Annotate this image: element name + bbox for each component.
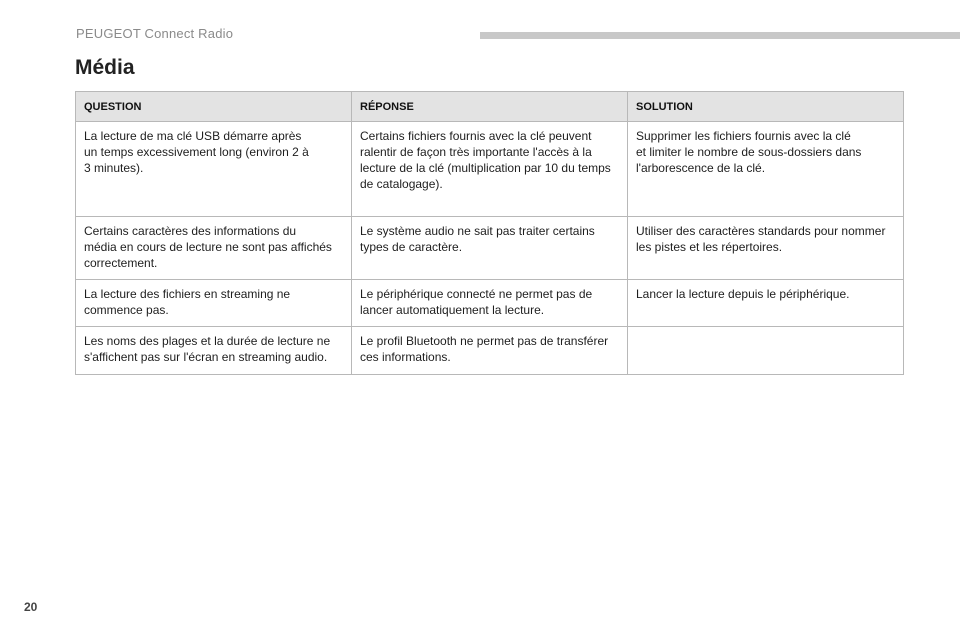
- solution-cell: [628, 327, 904, 375]
- table-row: [76, 280, 904, 327]
- question-cell: La lecture de ma clé USB démarre après un temps excessivement long (environ 2 à 3 minutes).: [76, 122, 352, 217]
- solution-cell: Supprimer les fichiers fournis avec la clé et limiter le nombre de sous-dossiers dans l'arborescence de la clé.: [628, 122, 904, 217]
- answer-cell: Le périphérique connecté ne permet pas de lancer automatiquement la lecture.: [352, 280, 628, 327]
- answer-cell: Certains fichiers fournis avec la clé peuvent ralentir de façon très importante l'accès à la lecture de la clé (multiplication par 10 du temps de catalogage).: [352, 122, 628, 217]
- question-cell: Certains caractères des informations du média en cours de lecture ne sont pas affichés correctement.: [76, 217, 352, 280]
- column-header-answer: RÉPONSE: [352, 92, 628, 122]
- column-header-question: QUESTION: [76, 92, 352, 122]
- table-row: [76, 327, 904, 375]
- solution-cell: Utiliser des caractères standards pour nommer les pistes et les répertoires.: [628, 217, 904, 280]
- solution-cell: Lancer la lecture depuis le périphérique.: [628, 280, 904, 327]
- section-title: Média: [75, 56, 135, 79]
- table-row: [76, 217, 904, 280]
- table-header-row: [76, 92, 904, 122]
- running-header-bar: [480, 32, 960, 39]
- table-row: [76, 122, 904, 217]
- page-number: 20: [24, 600, 38, 614]
- troubleshooting-table: [75, 91, 904, 375]
- answer-cell: Le système audio ne sait pas traiter certains types de caractère.: [352, 217, 628, 280]
- answer-cell: Le profil Bluetooth ne permet pas de transférer ces informations.: [352, 327, 628, 375]
- column-header-solution: SOLUTION: [628, 92, 904, 122]
- question-cell: Les noms des plages et la durée de lecture ne s'affichent pas sur l'écran en streaming audio.: [76, 327, 352, 375]
- question-cell: La lecture des fichiers en streaming ne commence pas.: [76, 280, 352, 327]
- running-header-title: PEUGEOT Connect Radio: [76, 26, 234, 41]
